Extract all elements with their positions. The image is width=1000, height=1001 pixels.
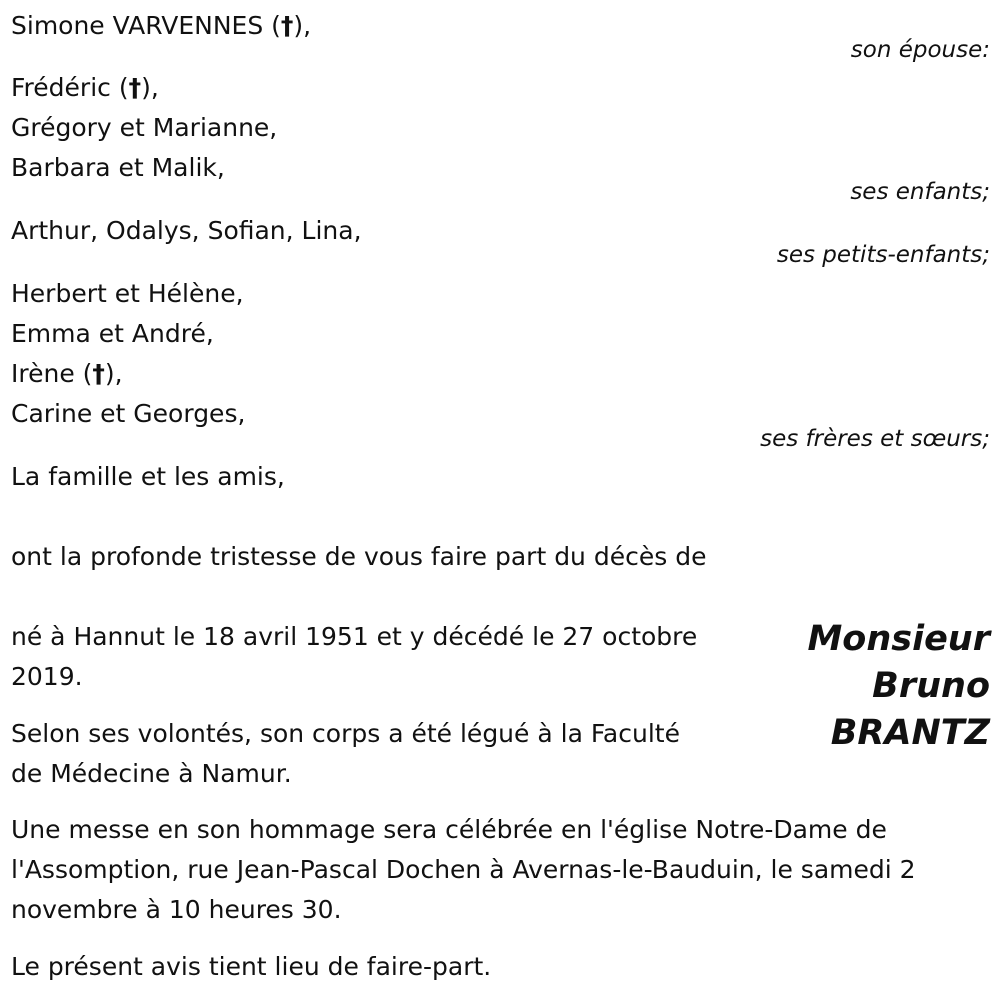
- wishes-line-1: Selon ses volontés, son corps a été légué à la Faculté: [11, 719, 680, 748]
- announcement-line: ont la profonde tristesse de vous faire part du décès de: [11, 542, 707, 571]
- deceased-title: Monsieur: [807, 619, 990, 659]
- children-relation: ses enfants;: [850, 179, 990, 205]
- mass-line-3: novembre à 10 heures 30.: [11, 895, 342, 924]
- wishes-line-2: de Médecine à Namur.: [11, 759, 292, 788]
- family-line: La famille et les amis,: [11, 462, 285, 491]
- spouse-line: [11, 11, 311, 41]
- cross-icon: †: [280, 11, 294, 40]
- sibling-suffix-3: ),: [104, 359, 123, 388]
- sibling-name-3: Irène (: [11, 359, 93, 388]
- birth-line-1: né à Hannut le 18 avril 1951 et y décédé le 27 octobre: [11, 622, 698, 651]
- deceased-first-name: Bruno: [872, 666, 990, 706]
- deceased-name-block: [807, 616, 990, 757]
- mass-paragraph: [11, 810, 916, 930]
- closing-line: Le présent avis tient lieu de faire-part.: [11, 952, 492, 981]
- child-line-3: Barbara et Malik,: [11, 153, 225, 182]
- siblings-relation: ses frères et sœurs;: [760, 426, 990, 452]
- birth-paragraph: [11, 617, 697, 697]
- wishes-paragraph: [11, 714, 680, 794]
- child-line-2: Grégory et Marianne,: [11, 113, 278, 142]
- cross-icon: †: [128, 73, 142, 102]
- mass-line-2: l'Assomption, rue Jean-Pascal Dochen à Avernas-le-Bauduin, le samedi 2: [11, 855, 916, 884]
- sibling-line-4: Carine et Georges,: [11, 399, 246, 428]
- sibling-line-1: Herbert et Hélène,: [11, 279, 244, 308]
- spouse-relation: son épouse:: [850, 37, 990, 63]
- spouse-name: Simone VARVENNES (: [11, 11, 281, 40]
- mass-line-1: Une messe en son hommage sera célébrée en l'église Notre-Dame de: [11, 815, 887, 844]
- deceased-last-name: BRANTZ: [830, 713, 990, 753]
- cross-icon: †: [92, 359, 105, 388]
- birth-line-2: 2019.: [11, 662, 83, 691]
- sibling-line-2: Emma et André,: [11, 319, 214, 348]
- child-line-1: [11, 73, 159, 103]
- grandchildren-relation: ses petits-enfants;: [776, 242, 990, 268]
- grandchildren-line: Arthur, Odalys, Sofian, Lina,: [11, 216, 362, 245]
- spouse-suffix: ),: [293, 11, 312, 40]
- child-suffix-1: ),: [141, 73, 159, 102]
- sibling-line-3: [11, 359, 123, 389]
- child-name-1: Frédéric (: [11, 73, 129, 102]
